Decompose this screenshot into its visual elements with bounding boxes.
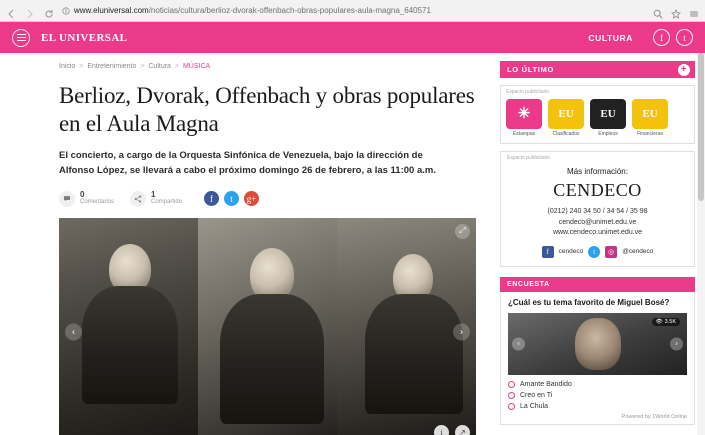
plus-icon[interactable]: + bbox=[678, 64, 690, 76]
radio-icon[interactable] bbox=[508, 392, 515, 399]
poll-option-label: La Chula bbox=[520, 403, 549, 411]
portrait-body bbox=[365, 294, 463, 414]
facebook-icon[interactable]: f bbox=[542, 246, 554, 258]
carousel-prev-button[interactable]: ‹ bbox=[65, 323, 82, 340]
poll-options bbox=[508, 381, 687, 410]
toolbar-right-actions bbox=[653, 6, 699, 16]
expand-icon[interactable]: ⤢ bbox=[455, 224, 470, 239]
ad-icon-caption: Financieras bbox=[637, 131, 663, 137]
breadcrumb-item-entretenimiento[interactable]: Entretenimiento bbox=[87, 63, 137, 70]
share-buttons bbox=[204, 191, 259, 206]
portrait-body bbox=[220, 294, 324, 424]
breadcrumb-separator: > bbox=[140, 63, 145, 70]
page-body bbox=[0, 53, 705, 435]
asterisk-icon: ✳ bbox=[506, 99, 542, 129]
star-icon[interactable] bbox=[671, 6, 681, 16]
article-standfirst: El concierto, a cargo de la Orquesta Sinfónica de Venezuela, bajo la dirección de Alfonso López, se llevará a cabo el próximo domingo 26 de febrero, a las 11:00 a.m. bbox=[59, 150, 436, 176]
sidebar-latest-title: LO ÚLTIMO bbox=[507, 65, 554, 74]
eu-logo-icon: EU bbox=[548, 99, 584, 129]
ad-icon-caption: Estampas bbox=[512, 131, 536, 137]
instagram-icon[interactable]: ◎ bbox=[605, 246, 617, 258]
article-meta-row bbox=[59, 191, 476, 207]
site-header bbox=[0, 22, 705, 53]
site-logo[interactable]: EL UNIVERSAL bbox=[41, 31, 128, 44]
image-carousel[interactable] bbox=[59, 218, 476, 435]
twitter-icon[interactable]: t bbox=[588, 246, 600, 258]
hamburger-menu-icon[interactable] bbox=[12, 29, 30, 47]
header-section-link[interactable]: CULTURA bbox=[588, 32, 633, 43]
sidebar bbox=[492, 53, 705, 435]
poll-image[interactable] bbox=[508, 313, 687, 375]
info-box-social-fb-handle: cendeco bbox=[558, 248, 584, 255]
portrait-body bbox=[82, 286, 178, 404]
eye-icon: 👁 bbox=[655, 319, 663, 326]
info-box-brand: CENDECO bbox=[553, 180, 642, 200]
sidebar-ad-icons-box bbox=[500, 85, 695, 144]
shares-counter[interactable] bbox=[130, 191, 182, 207]
poll-option[interactable] bbox=[508, 403, 687, 410]
page-scrollbar[interactable] bbox=[697, 53, 705, 435]
address-bar[interactable] bbox=[62, 3, 645, 18]
breadcrumb-separator: > bbox=[79, 63, 84, 70]
breadcrumb-item-cultura[interactable]: Cultura bbox=[148, 63, 171, 70]
info-box-web[interactable]: www.cendeco.unimet.edu.ve bbox=[552, 229, 643, 236]
poll-option[interactable] bbox=[508, 381, 687, 388]
carousel-slide-offenbach[interactable] bbox=[198, 218, 337, 435]
ad-icon-estampas[interactable] bbox=[506, 99, 542, 137]
browser-toolbar bbox=[0, 0, 705, 22]
poll-portrait bbox=[575, 318, 621, 370]
scrollbar-thumb[interactable] bbox=[698, 53, 704, 201]
ad-icon-clasificados[interactable] bbox=[548, 99, 584, 137]
reload-icon[interactable] bbox=[44, 6, 54, 16]
forward-arrow-icon[interactable] bbox=[25, 6, 35, 16]
share-icon[interactable]: ↗ bbox=[455, 425, 470, 435]
comments-text bbox=[80, 191, 114, 206]
shares-label: Compartido bbox=[151, 198, 183, 205]
poll-option[interactable] bbox=[508, 392, 687, 399]
ad-icon-list bbox=[506, 99, 689, 137]
share-googleplus-icon[interactable]: g+ bbox=[244, 191, 259, 206]
poll-next-button[interactable]: › bbox=[670, 338, 683, 351]
ad-icon-financieras[interactable] bbox=[632, 99, 668, 137]
breadcrumb bbox=[59, 63, 476, 70]
ad-icon-empleos[interactable] bbox=[590, 99, 626, 137]
poll-views-badge bbox=[652, 318, 680, 326]
shares-count: 1 bbox=[151, 189, 156, 199]
poll-header: ENCUESTA bbox=[500, 277, 695, 292]
sidebar-info-box bbox=[500, 151, 695, 267]
info-box-social bbox=[507, 246, 688, 258]
navigation-buttons bbox=[6, 6, 54, 16]
info-box-email[interactable]: cendeco@unimet.edu.ve bbox=[558, 218, 637, 226]
page-title: Berlioz, Dvorak, Offenbach y obras populares en el Aula Magna bbox=[59, 83, 475, 137]
ad-icon-caption: Empleos bbox=[598, 131, 618, 137]
eu-logo-icon: EU bbox=[632, 99, 668, 129]
breadcrumb-separator: > bbox=[174, 63, 179, 70]
menu-icon[interactable] bbox=[689, 6, 699, 16]
ad-label: Espacio publicitario bbox=[506, 89, 550, 95]
info-box-social-ig-handle: @cendeco bbox=[622, 248, 654, 255]
info-icon[interactable]: i bbox=[434, 425, 449, 435]
comments-label: Comentarios bbox=[80, 198, 115, 205]
poll-option-label: Creo en Ti bbox=[520, 392, 553, 400]
poll-box bbox=[500, 292, 695, 426]
radio-icon[interactable] bbox=[508, 381, 515, 388]
url-host: www.eluniversal.com bbox=[74, 6, 149, 15]
share-facebook-icon[interactable]: f bbox=[204, 191, 219, 206]
url-path: /noticias/cultura/berlioz-dvorak-offenbach-obras-populares-aula-magna_640571 bbox=[148, 6, 431, 15]
info-box-title: Más información: bbox=[567, 167, 628, 176]
comments-counter[interactable] bbox=[59, 191, 114, 207]
ad-icon-caption: Clasificados bbox=[552, 131, 580, 137]
radio-icon[interactable] bbox=[508, 403, 515, 410]
twitter-icon[interactable]: t bbox=[676, 29, 693, 46]
poll-footer: Powered by 1World Online bbox=[621, 414, 687, 421]
poll-prev-button[interactable]: ‹ bbox=[512, 338, 525, 351]
breadcrumb-item-inicio[interactable]: Inicio bbox=[59, 63, 76, 70]
eu-logo-icon: EU bbox=[590, 99, 626, 129]
carousel-slides bbox=[59, 218, 476, 435]
breadcrumb-item-musica[interactable]: MÚSICA bbox=[182, 63, 211, 70]
article-column bbox=[0, 53, 492, 435]
ad-label: Espacio publicitario bbox=[507, 155, 551, 161]
share-node-icon bbox=[130, 191, 146, 207]
shares-text bbox=[151, 191, 182, 206]
poll-question: ¿Cuál es tu tema favorito de Miguel Bosé? bbox=[508, 297, 670, 307]
search-icon[interactable] bbox=[653, 6, 663, 16]
facebook-icon[interactable]: f bbox=[653, 29, 670, 46]
comments-count: 0 bbox=[80, 189, 85, 199]
info-box-phone: (0212) 240 34 50 / 34 54 / 35 98 bbox=[547, 208, 648, 215]
sidebar-latest-header bbox=[500, 61, 695, 78]
info-circle-icon bbox=[62, 7, 70, 15]
back-arrow-icon[interactable] bbox=[6, 6, 16, 16]
carousel-next-button[interactable]: › bbox=[453, 323, 470, 340]
poll-views-count: 3.5K bbox=[664, 319, 676, 326]
carousel-bottom-actions bbox=[434, 425, 470, 435]
poll-option-label: Amante Bandido bbox=[520, 381, 572, 389]
share-twitter-icon[interactable]: t bbox=[224, 191, 239, 206]
comment-bubble-icon bbox=[59, 191, 75, 207]
